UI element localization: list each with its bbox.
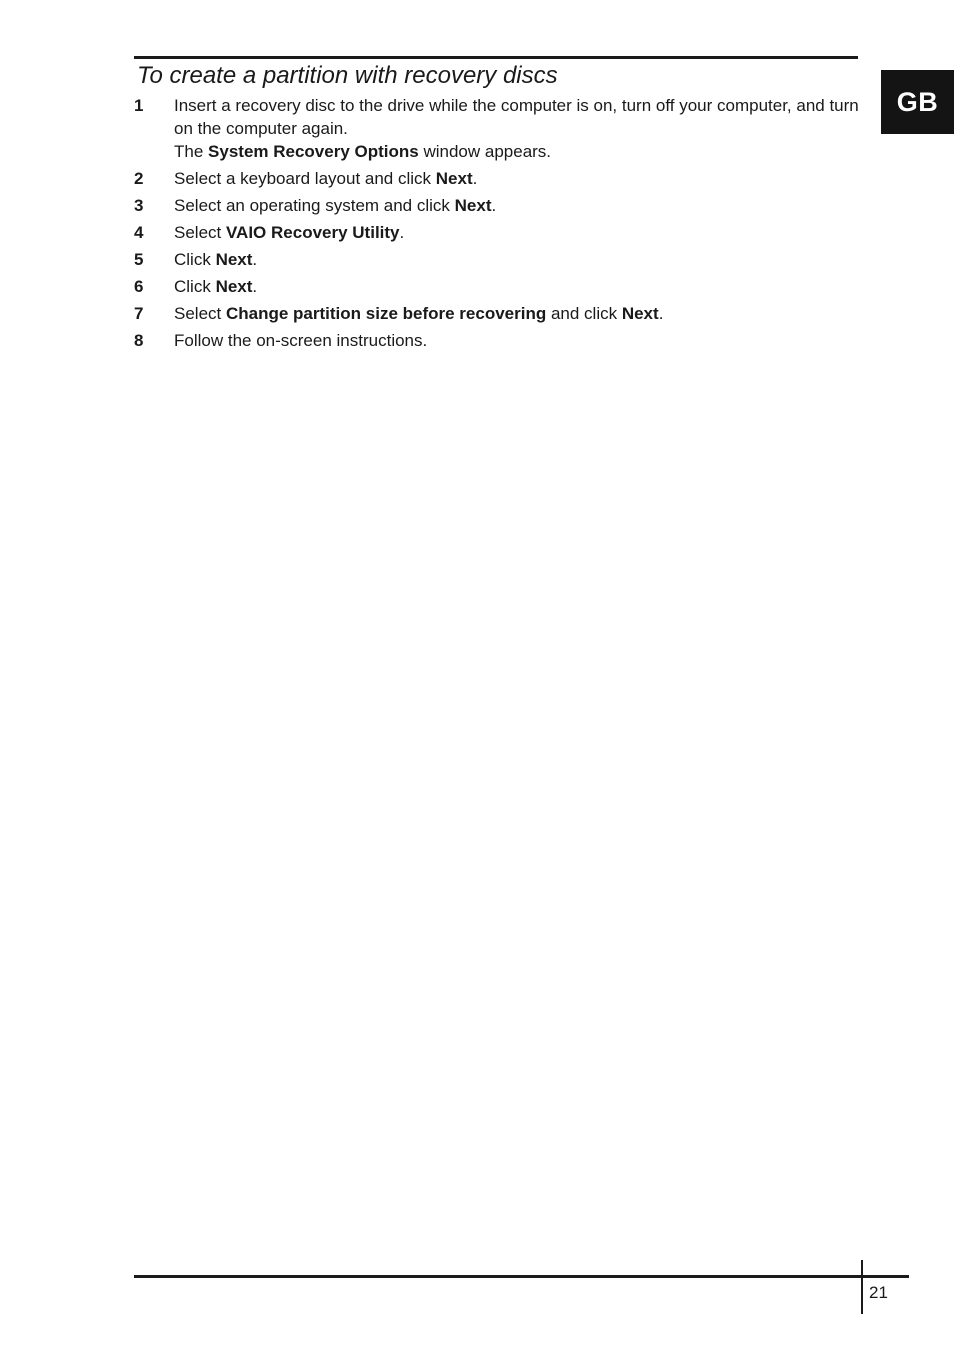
step-line — [174, 221, 864, 244]
language-tab: GB — [881, 70, 954, 134]
step-line — [174, 194, 864, 217]
ui-term: Change partition size before recovering — [225, 304, 547, 323]
ui-term: Next — [215, 277, 253, 296]
step-text-segment: Select an operating system and click — [174, 196, 455, 215]
step-line — [174, 302, 864, 325]
step-item — [134, 302, 864, 325]
step-line — [174, 248, 864, 271]
step-text-segment: Click — [174, 277, 216, 296]
section-title: To create a partition with recovery discs — [137, 62, 558, 89]
step-text — [174, 248, 864, 271]
step-text — [174, 275, 864, 298]
step-text-segment: . — [658, 304, 664, 323]
page-number: 21 — [869, 1283, 888, 1302]
step-text-segment: . — [252, 277, 258, 296]
step-number: 2 — [134, 169, 144, 188]
ui-term: Next — [215, 250, 253, 269]
step-line — [174, 275, 864, 298]
ui-term: VAIO Recovery Utility — [225, 223, 400, 242]
step-item — [134, 248, 864, 271]
step-text — [174, 221, 864, 244]
step-item — [134, 275, 864, 298]
step-text-segment: . — [472, 169, 478, 188]
step-line — [174, 94, 864, 140]
steps-list — [134, 94, 864, 356]
step-text-segment: window appears. — [418, 142, 552, 161]
step-text-segment: and click — [546, 304, 622, 323]
step-text-segment: Select — [174, 304, 226, 323]
step-number: 4 — [134, 223, 144, 242]
step-text — [174, 194, 864, 217]
step-line — [174, 167, 864, 190]
step-text-segment: The — [174, 142, 209, 161]
step-text-segment: . — [399, 223, 405, 242]
step-number: 5 — [134, 250, 144, 269]
step-item — [134, 221, 864, 244]
step-text-segment: . — [491, 196, 497, 215]
step-item — [134, 194, 864, 217]
step-number: 7 — [134, 304, 144, 323]
step-text — [174, 167, 864, 190]
bottom-divider — [134, 1275, 909, 1278]
step-line — [174, 329, 864, 352]
step-number: 6 — [134, 277, 144, 296]
step-number: 8 — [134, 331, 144, 350]
step-text-segment: Select — [174, 223, 226, 242]
step-text-segment: . — [252, 250, 258, 269]
ui-term: System Recovery Options — [208, 142, 419, 161]
step-number: 3 — [134, 196, 144, 215]
step-item — [134, 94, 864, 163]
step-item — [134, 167, 864, 190]
page-number-divider — [861, 1260, 863, 1314]
ui-term: Next — [435, 169, 473, 188]
step-text-segment: Follow the on-screen instructions. — [174, 331, 428, 350]
step-item — [134, 329, 864, 352]
step-text — [174, 329, 864, 352]
step-text — [174, 94, 864, 163]
step-line — [174, 140, 864, 163]
step-number: 1 — [134, 96, 144, 115]
step-text — [174, 302, 864, 325]
step-text-segment: Insert a recovery disc to the drive while the computer is on, turn off your computer, and turn on the computer again. — [174, 96, 859, 138]
ui-term: Next — [454, 196, 492, 215]
step-text-segment: Click — [174, 250, 216, 269]
top-divider — [134, 56, 858, 59]
ui-term: Next — [621, 304, 659, 323]
step-text-segment: Select a keyboard layout and click — [174, 169, 436, 188]
